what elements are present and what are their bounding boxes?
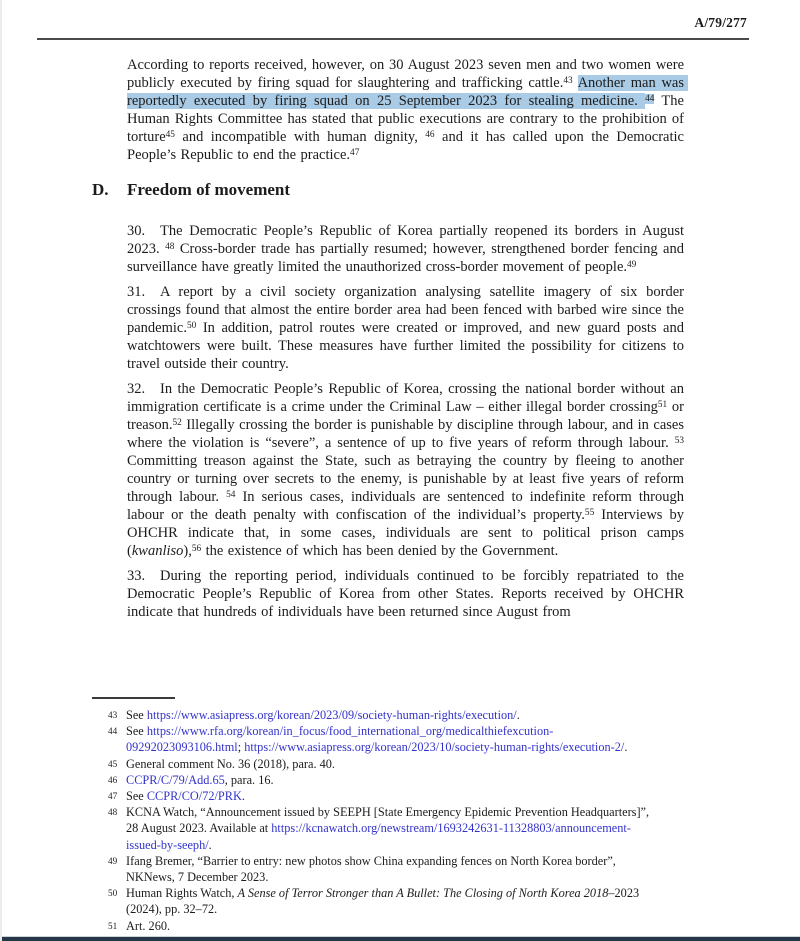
text-segment: According to reports received, however, on 30 August 2023 seven men and two women were publicly executed by firing squad for slaughtering and trafficking cattle. — [127, 57, 689, 91]
paragraph-number: 30. — [127, 223, 146, 239]
text-segment: During the reporting period, individuals continued to be forcibly repatriated to the Democratic People’s Republic of Korea from other States. Reports received by OHCHR indicate that hundreds of individuals have been returned since August from — [127, 568, 689, 620]
footnote-number: 50 — [108, 888, 118, 899]
footnote-47 — [108, 788, 658, 804]
section-letter: D. — [92, 180, 109, 199]
text-segment: See — [126, 724, 147, 739]
text-segment: the existence of which has been denied by the Government. — [201, 543, 559, 559]
text-segment: A report by a civil society organization analysing satellite imagery of six border crossings found that almost the entire border area had been fenced with barbed wire since the pandemic. — [127, 284, 689, 336]
text-segment: Illegally crossing the border is punishable by discipline through labour, and in cases where the violation is “severe”, a sentence of up to five years of reform through labour. — [127, 417, 689, 451]
footnote-number: 44 — [108, 726, 118, 737]
section-heading — [92, 180, 684, 200]
text-segment: 52 — [172, 417, 182, 428]
footnote-number: 47 — [108, 791, 118, 802]
footnote-text — [126, 772, 658, 788]
footnote-46 — [108, 772, 658, 788]
paragraph-text — [127, 381, 688, 559]
footnote-text — [126, 853, 658, 885]
footnote-text — [126, 707, 658, 723]
document-body — [92, 56, 689, 628]
footnote-text — [126, 756, 658, 772]
footnote-number: 45 — [108, 758, 118, 769]
hyperlink[interactable]: https://www.rfa.org/korean/in_focus/food_international_org/medicalthiefexcution-09292023093106.html — [126, 724, 554, 755]
text-segment: 55 — [584, 507, 595, 518]
text-segment: kwanliso — [131, 543, 184, 559]
text-segment: ), — [183, 543, 192, 559]
text-segment: A Sense of Terror Stronger than A Bullet: The Closing of North Korea 2018 — [237, 886, 609, 901]
paragraph-33 — [127, 567, 689, 621]
text-segment: . — [241, 789, 245, 804]
footnote-number: 48 — [108, 807, 118, 818]
text-segment: 49 — [627, 259, 637, 270]
footnote-text — [126, 918, 658, 934]
footnote-45 — [108, 756, 658, 772]
text-segment: . — [208, 837, 212, 852]
window-bottom-edge — [2, 936, 800, 941]
text-segment: Art. 260. — [126, 918, 171, 933]
text-segment: or treason. — [127, 399, 689, 433]
footnote-43 — [108, 707, 658, 723]
footnote-number: 51 — [108, 920, 118, 931]
footnote-44 — [108, 723, 658, 755]
footnote-text — [126, 788, 658, 804]
text-segment: In addition, patrol routes were created or improved, and new guard posts and watchtowers were built. These measures have further limited the possibility for citizens to travel outside their country. — [127, 320, 689, 372]
text-segment: and incompatible with human dignity, — [174, 129, 426, 145]
text-segment: Another man was reportedly executed by firing squad on 25 September 2023 for stealing medicine. — [127, 75, 689, 109]
text-segment: In the Democratic People’s Republic of Korea, crossing the national border without an immigration certificate is a crime under the Criminal Law – either illegal border crossing — [127, 381, 689, 415]
footnote-number: 49 — [108, 855, 118, 866]
paragraph-31 — [127, 283, 689, 373]
footnote-50 — [108, 885, 658, 917]
paragraph-32 — [127, 380, 689, 560]
text-segment: General comment No. 36 (2018), para. 40. — [126, 756, 335, 771]
text-segment: Interviews by OHCHR indicate that, in some cases, individuals are sent to political prison camps ( — [127, 507, 689, 559]
text-segment: . — [624, 740, 628, 755]
paragraph-text — [127, 223, 688, 275]
paragraph-30 — [127, 222, 689, 276]
footnote-text — [126, 804, 658, 853]
text-segment: , para. 16. — [224, 772, 274, 787]
text-segment: Human Rights Watch, — [126, 886, 238, 901]
text-segment: Ifang Bremer, “Barrier to entry: new photos show China expanding fences on North Korea border”, NKNews, 7 December 2023. — [126, 853, 619, 885]
text-segment: . — [516, 708, 520, 722]
paragraph-number: 31. — [127, 284, 146, 300]
footnote-49 — [108, 853, 658, 885]
hyperlink[interactable]: https://www.asiapress.org/korean/2023/09/society-human-rights/execution/ — [146, 708, 517, 722]
text-segment: 56 — [191, 543, 202, 554]
text-segment: Committing treason against the State, such as betraying the country by fleeing to another country or turning over secrets to the enemy, is punishable by at least five years of reform through labour. — [127, 435, 689, 505]
text-segment: In serious cases, individuals are sentenced to indefinite reform through labour or the death penalty with confiscation of the individual’s property. — [127, 489, 689, 523]
paragraph-continuation — [127, 56, 689, 164]
text-segment — [573, 75, 578, 91]
paragraph-number: 33. — [127, 568, 146, 584]
footnotes-section — [108, 707, 658, 934]
hyperlink[interactable]: CCPR/CO/72/PRK — [146, 789, 242, 804]
text-segment: See — [126, 789, 147, 804]
text-segment: The Democratic People’s Republic of Korea partially reopened its borders in August 2023. — [127, 223, 689, 257]
footnote-51 — [108, 918, 658, 934]
text-segment: 43 — [563, 75, 573, 86]
text-segment: 53 — [674, 435, 684, 446]
text-segment: 48 — [165, 241, 175, 252]
footnote-text — [126, 723, 658, 755]
footnote-number: 43 — [108, 710, 118, 720]
text-segment: 47 — [350, 147, 360, 158]
footnote-number: 46 — [108, 774, 118, 785]
footnote-text — [126, 885, 658, 917]
text-segment: 45 — [165, 129, 175, 140]
text-segment: 50 — [187, 320, 197, 331]
hyperlink[interactable]: https://kcnawatch.org/newstream/1693242631-11328803/announcement-issued-by-seeph/ — [126, 821, 631, 852]
text-segment: 51 — [657, 399, 668, 410]
hyperlink[interactable]: https://www.asiapress.org/korean/2023/10/society-human-rights/execution-2/ — [244, 740, 625, 755]
text-segment: Cross-border trade has partially resumed; however, strengthened border fencing and surveillance have greatly limited the unauthorized cross-border movement of people. — [127, 241, 689, 275]
text-segment: 54 — [226, 489, 236, 500]
footnote-separator — [92, 697, 175, 699]
footnote-48 — [108, 804, 658, 853]
text-segment: ; — [237, 740, 245, 755]
header-rule — [37, 38, 749, 40]
paragraph-number: 32. — [127, 381, 146, 397]
text-segment: 44 — [645, 93, 655, 104]
paragraph-text — [127, 284, 688, 372]
text-segment: 46 — [425, 129, 435, 140]
text-segment: The Human Rights Committee has stated that public executions are contrary to the prohibition of torture — [127, 93, 689, 145]
text-segment: See — [126, 708, 147, 722]
text-segment: and it has called upon the Democratic People’s Republic to end the practice. — [127, 129, 689, 163]
hyperlink[interactable]: CCPR/C/79/Add.65 — [126, 772, 225, 787]
doc-symbol: A/79/277 — [694, 15, 747, 30]
section-title: Freedom of movement — [127, 180, 291, 199]
text-segment: –2023 (2024), pp. 32–72. — [126, 886, 643, 917]
paragraph-text — [127, 568, 688, 620]
text-segment: KCNA Watch, “Announcement issued by SEEPH [State Emergency Epidemic Prevention Headquarters]”, 28 August 2023. Available at — [126, 805, 653, 836]
